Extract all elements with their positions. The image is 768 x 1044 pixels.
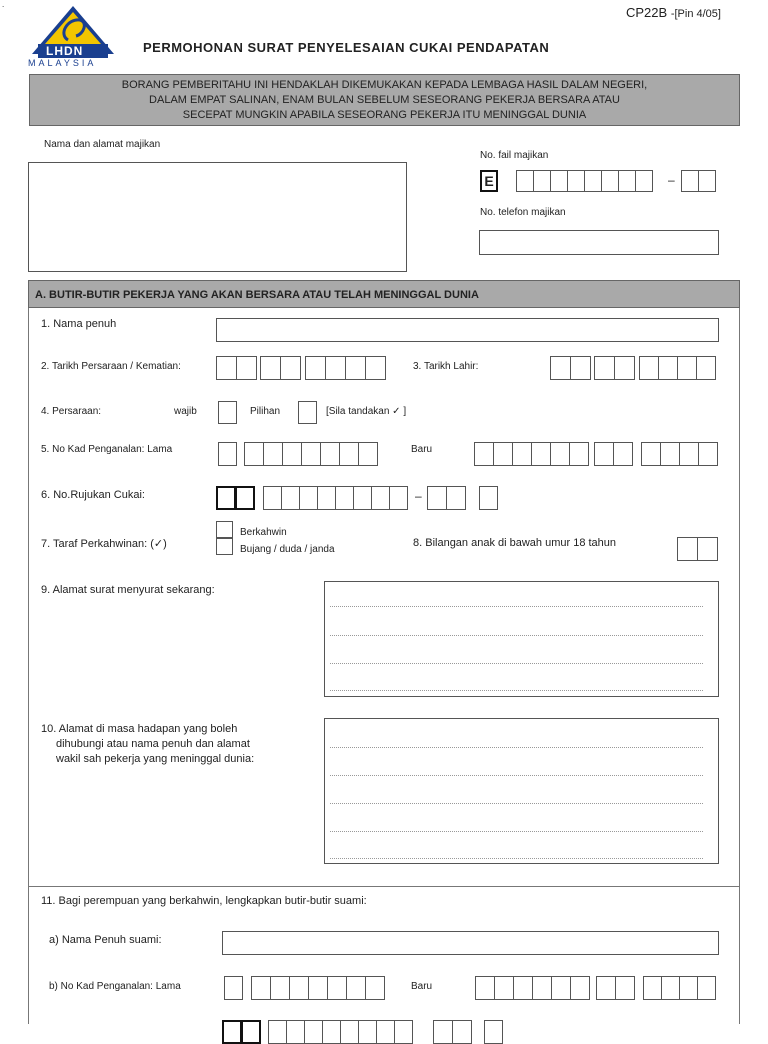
page-title: PERMOHONAN SURAT PENYELESAIAN CUKAI PENDAPATAN <box>143 40 550 55</box>
new-ic-part2-boxes[interactable] <box>594 442 632 466</box>
q11b-label: b) No Kad Penganalan: Lama <box>49 981 181 992</box>
new-ic-part1-boxes[interactable] <box>474 442 588 466</box>
q3-label: 3. Tarikh Lahir: <box>413 361 479 372</box>
employer-file-suffix-boxes[interactable] <box>681 170 715 192</box>
notice-banner: BORANG PEMBERITAHU INI HENDAKLAH DIKEMUKAKAN KEPADA LEMBAGA HASIL DALAM NEGERI, DALAM EMPAT SALINAN, ENAM BULAN SEBELUM SESEORANG PEKERJA BERSARA ATAU SECEPAT MUNGKIN APABILA SESEORANG PEKERJA ITU MENINGGAL DUNIA <box>29 74 740 126</box>
logo-country: MALAYSIA <box>28 58 97 68</box>
retirement-year-boxes[interactable] <box>305 356 385 380</box>
q9-label: 9. Alamat surat menyurat sekarang: <box>41 584 215 596</box>
employer-name-label: Nama dan alamat majikan <box>44 139 161 150</box>
q11-label: 11. Bagi perempuan yang berkahwin, lengkapkan butir-butir suami: <box>41 895 367 907</box>
tax-ref-prefix-boxes[interactable] <box>216 486 254 510</box>
employer-phone-label: No. telefon majikan <box>480 207 566 218</box>
dotted-line <box>330 803 703 804</box>
q11a-label: a) Nama Penuh suami: <box>49 934 162 946</box>
dash: – <box>668 173 675 187</box>
section-right-border <box>739 308 740 1024</box>
employer-phone-field[interactable] <box>479 230 719 255</box>
q10-label-line1: 10. Alamat di masa hadapan yang boleh <box>41 723 238 735</box>
dotted-line <box>330 775 703 776</box>
dash: – <box>415 489 422 503</box>
dotted-line <box>330 858 703 859</box>
section-left-border <box>28 308 29 1024</box>
q4-note: [Sila tandakan ✓ ] <box>326 406 407 417</box>
new-ic-part3-boxes[interactable] <box>641 442 717 466</box>
married-checkbox[interactable] <box>216 521 233 538</box>
q7-label: 7. Taraf Perkahwinan: (✓) <box>41 538 167 550</box>
single-label: Bujang / duda / janda <box>240 544 335 555</box>
dotted-line <box>330 690 703 691</box>
corner-mark: . <box>2 0 5 9</box>
section-a-header: A. BUTIR-BUTIR PEKERJA YANG AKAN BERSARA ATAU TELAH MENINGGAL DUNIA <box>28 280 740 308</box>
q11b-baru-label: Baru <box>411 981 433 992</box>
lhdn-logo <box>28 4 118 68</box>
file-prefix-e: E <box>480 170 498 192</box>
q5-baru-label: Baru <box>411 444 433 455</box>
q4-label: 4. Persaraan: <box>41 406 102 417</box>
dotted-line <box>330 635 703 636</box>
husband-new-ic-part1-boxes[interactable] <box>475 976 589 1000</box>
children-count-boxes[interactable] <box>677 537 717 561</box>
q1-label: 1. Nama penuh <box>41 318 117 330</box>
current-address-field[interactable] <box>324 581 719 697</box>
dotted-line <box>330 606 703 607</box>
husband-name-field[interactable] <box>222 931 719 955</box>
husband-new-ic-part2-boxes[interactable] <box>596 976 634 1000</box>
logo-text: LHDN <box>46 44 84 58</box>
husband-old-ic-boxes[interactable] <box>251 976 384 1000</box>
birth-month-boxes[interactable] <box>594 356 634 380</box>
dotted-line <box>330 663 703 664</box>
q10-label-line3: wakil sah pekerja yang meninggal dunia: <box>56 753 255 765</box>
husband-new-ic-part3-boxes[interactable] <box>643 976 715 1000</box>
tax-ref-check-box[interactable] <box>479 486 498 510</box>
retirement-month-boxes[interactable] <box>260 356 300 380</box>
wajib-checkbox[interactable] <box>218 401 237 424</box>
married-label: Berkahwin <box>240 527 287 538</box>
employer-file-number-boxes[interactable] <box>516 170 652 192</box>
birth-year-boxes[interactable] <box>639 356 715 380</box>
retirement-date-boxes[interactable] <box>216 356 256 380</box>
full-name-field[interactable] <box>216 318 719 342</box>
form-code: CP22B -[Pin 4/05] <box>626 5 721 20</box>
tax-ref-number-boxes[interactable] <box>263 486 407 510</box>
husband-old-ic-prefix-box[interactable] <box>224 976 243 1000</box>
pilihan-checkbox[interactable] <box>298 401 317 424</box>
q2-label: 2. Tarikh Persaraan / Kematian: <box>41 361 181 372</box>
tax-ref-suffix-boxes[interactable] <box>427 486 465 510</box>
future-address-field[interactable] <box>324 718 719 864</box>
single-checkbox[interactable] <box>216 538 233 555</box>
divider <box>28 886 740 887</box>
old-ic-boxes[interactable] <box>244 442 377 466</box>
q8-label: 8. Bilangan anak di bawah umur 18 tahun <box>413 537 617 549</box>
birth-day-boxes[interactable] <box>550 356 590 380</box>
dotted-line <box>330 831 703 832</box>
q5-label: 5. No Kad Penganalan: Lama <box>41 444 173 455</box>
q6-label: 6. No.Rujukan Cukai: <box>41 489 145 501</box>
dotted-line <box>330 747 703 748</box>
employer-file-label: No. fail majikan <box>480 150 549 161</box>
q4-wajib-label: wajib <box>174 406 197 417</box>
q10-label-line2: dihubungi atau nama penuh dan alamat <box>56 738 250 750</box>
employer-name-address-field[interactable] <box>28 162 407 272</box>
old-ic-prefix-box[interactable] <box>218 442 237 466</box>
q4-pilihan-label: Pilihan <box>250 406 281 417</box>
